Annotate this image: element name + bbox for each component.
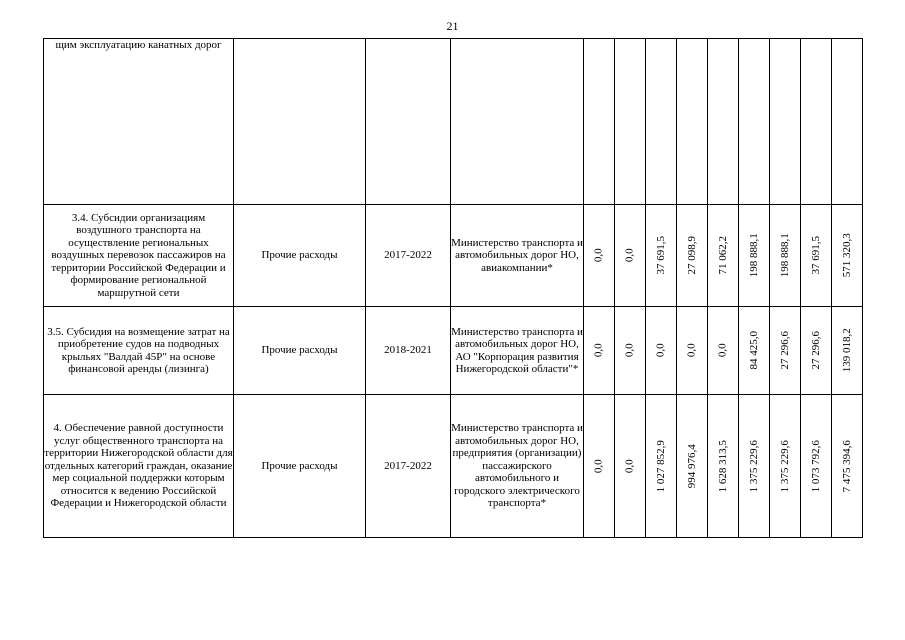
value-cell — [739, 39, 770, 205]
period-cell: 2018-2021 — [366, 307, 451, 395]
value-cell — [646, 307, 677, 395]
value-text: 1 375 229,6 — [747, 439, 760, 493]
value-cell — [646, 395, 677, 538]
value-text: 0,0 — [592, 248, 605, 263]
value-text: 0,0 — [623, 459, 636, 473]
expense-type-cell: Прочие расходы — [234, 395, 366, 538]
expense-type-cell: Прочие расходы — [234, 307, 366, 395]
expense-type-cell: Прочие расходы — [234, 205, 366, 307]
value-text: 1 375 229,6 — [778, 439, 791, 493]
value-cell — [801, 395, 832, 538]
value-text: 198 888,1 — [747, 233, 760, 278]
period-cell: 2017-2022 — [366, 205, 451, 307]
value-text: 0,0 — [716, 343, 729, 358]
value-cell — [615, 395, 646, 538]
value-cell — [584, 307, 615, 395]
expense-type-cell — [234, 39, 366, 205]
value-cell — [801, 205, 832, 307]
table-row — [44, 39, 863, 205]
executor-cell: Министерство транспорта и автомобильных дорог НО, АО "Корпорация развития Нижегородской области"* — [451, 307, 584, 395]
budget-table — [43, 38, 863, 538]
value-cell — [739, 307, 770, 395]
value-text: 37 691,5 — [809, 236, 822, 275]
value-cell — [832, 205, 863, 307]
value-cell — [770, 395, 801, 538]
value-cell — [646, 39, 677, 205]
value-text: 27 098,9 — [685, 236, 698, 275]
value-text: 71 062,2 — [716, 236, 729, 275]
value-cell — [770, 307, 801, 395]
table-row — [44, 395, 863, 538]
value-cell — [832, 395, 863, 538]
measure-name-cell: 3.4. Субсидии организациям воздушного транспорта на осуществление региональных воздушных перевозок пассажиров на территории Российской Федерации и формирование региональной маршрутной сети — [44, 205, 234, 307]
value-cell — [646, 205, 677, 307]
value-cell — [708, 39, 739, 205]
period-cell: 2017-2022 — [366, 395, 451, 538]
value-cell — [708, 205, 739, 307]
value-text: 0,0 — [592, 343, 605, 358]
value-cell — [677, 395, 708, 538]
executor-cell — [451, 39, 584, 205]
value-text: 1 027 852,9 — [654, 439, 667, 493]
value-text: 198 888,1 — [778, 233, 791, 278]
value-cell — [739, 395, 770, 538]
value-cell — [739, 205, 770, 307]
value-text: 27 296,6 — [778, 331, 791, 370]
value-cell — [677, 205, 708, 307]
value-cell — [584, 205, 615, 307]
value-text: 84 425,0 — [747, 331, 760, 370]
value-cell — [770, 39, 801, 205]
value-cell — [801, 307, 832, 395]
value-text: 0,0 — [685, 343, 698, 358]
value-cell — [584, 395, 615, 538]
value-cell — [770, 205, 801, 307]
value-cell — [832, 307, 863, 395]
value-text: 37 691,5 — [654, 236, 667, 275]
value-text: 994 976,4 — [685, 444, 698, 488]
value-cell — [801, 39, 832, 205]
value-text: 1 073 792,6 — [809, 439, 822, 493]
value-cell — [708, 395, 739, 538]
value-cell — [615, 205, 646, 307]
value-cell — [708, 307, 739, 395]
value-text: 27 296,6 — [809, 331, 822, 370]
value-text: 0,0 — [654, 343, 667, 358]
measure-name-cell: 3.5. Субсидия на возмещение затрат на приобретение судов на подводных крыльях "Валдай 45Р" на основе финансовой аренды (лизинга) — [44, 307, 234, 395]
page-number: 21 — [446, 19, 459, 33]
value-text: 571 320,3 — [840, 233, 853, 278]
value-text: 0,0 — [623, 248, 636, 263]
value-cell — [615, 39, 646, 205]
value-cell — [584, 39, 615, 205]
table-row — [44, 307, 863, 395]
value-text: 0,0 — [623, 343, 636, 358]
measure-name-cell: 4. Обеспечение равной доступности услуг общественного транспорта на территории Нижегородской области для отдельных категорий граждан, оказание мер социальной поддержки которым относится к ведению Российской Федерации и Нижегородской области — [44, 395, 234, 538]
table-row — [44, 205, 863, 307]
value-cell — [677, 307, 708, 395]
value-cell — [677, 39, 708, 205]
value-text: 0,0 — [592, 459, 605, 473]
value-text: 1 628 313,5 — [716, 439, 729, 493]
value-text: 7 475 394,6 — [840, 439, 853, 493]
value-cell — [615, 307, 646, 395]
executor-cell: Министерство транспорта и автомобильных дорог НО, предприятия (организации) пассажирского автомобильного и городского электрического транспорта* — [451, 395, 584, 538]
measure-name-cell: щим эксплуатацию канатных дорог — [44, 39, 234, 205]
period-cell — [366, 39, 451, 205]
value-cell — [832, 39, 863, 205]
value-text: 139 018,2 — [840, 328, 853, 373]
executor-cell: Министерство транспорта и автомобильных дорог НО, авиакомпании* — [451, 205, 584, 307]
